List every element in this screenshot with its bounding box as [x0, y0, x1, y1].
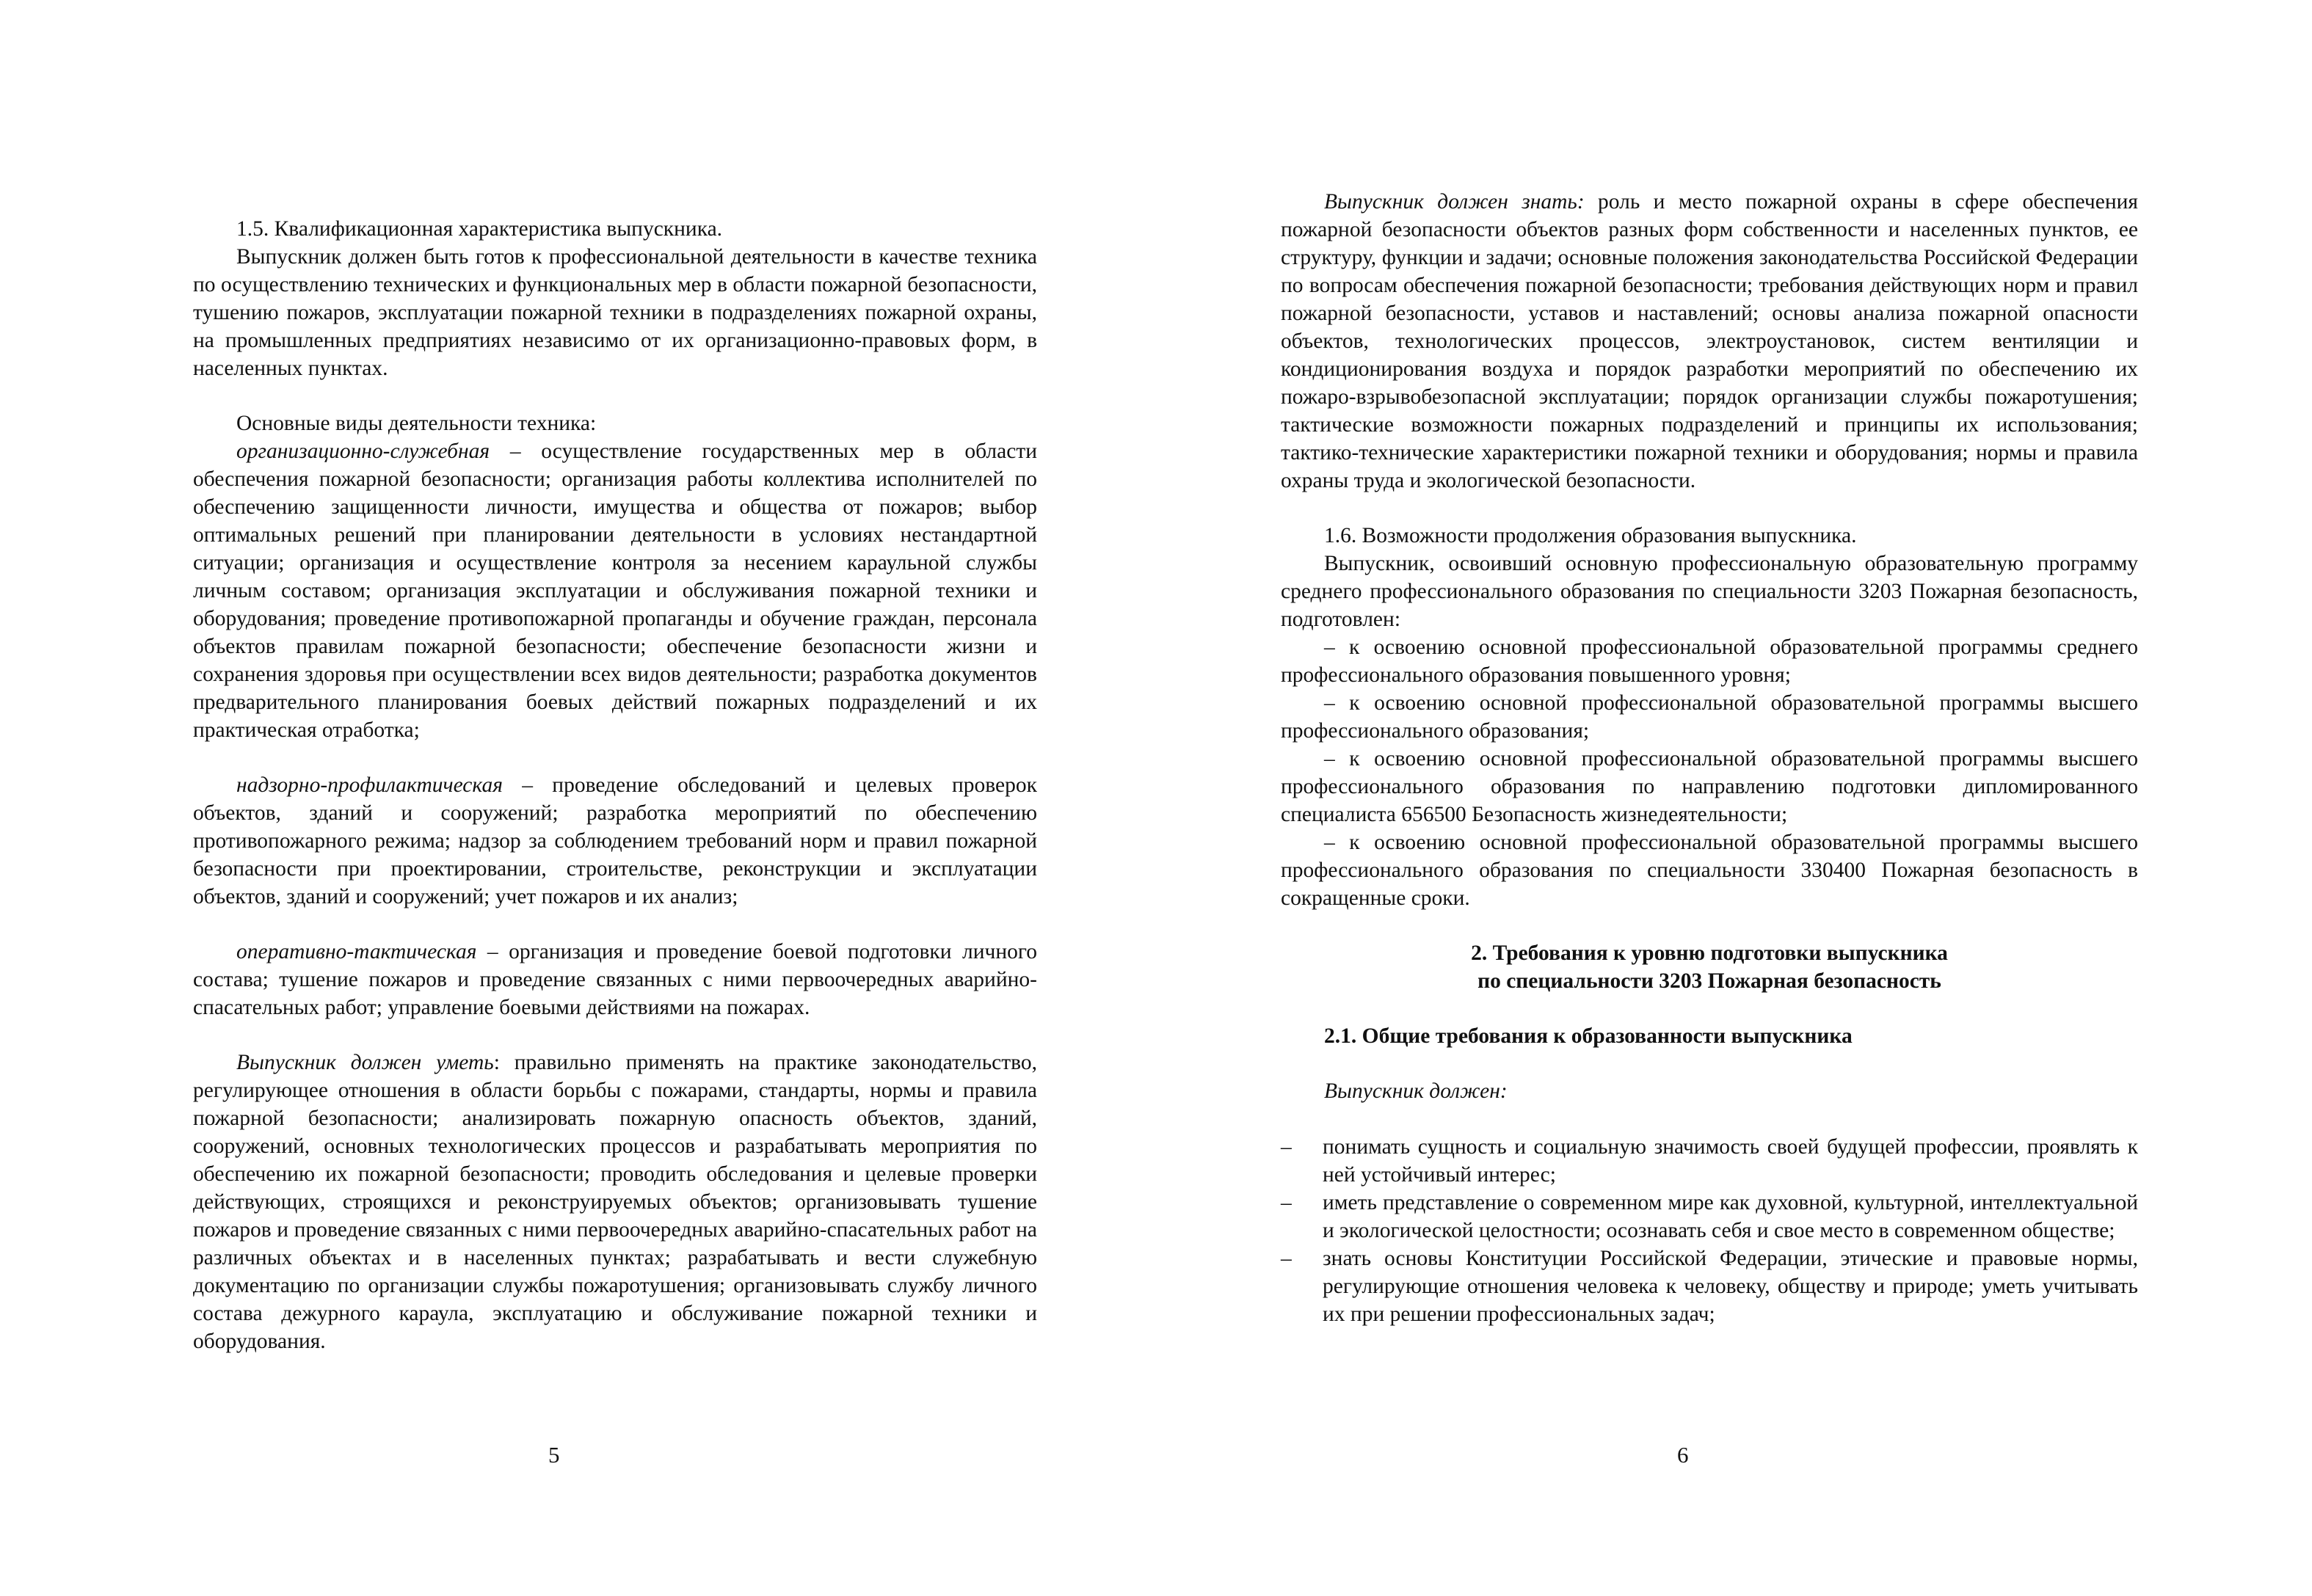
section-1-5-heading: 1.5. Квалификационная характеристика выпускника. [236, 217, 723, 241]
activity-type-operational [193, 938, 1037, 1021]
requirement-item [1281, 1245, 2138, 1328]
page-number-right: 6 [1677, 1442, 1689, 1468]
text-supervisory: – проведение обследований и целевых проверок объектов, зданий и сооружений; разработка мероприятий по обеспечению противопожарного режима; надзор за соблюдением требований норм и правил пожарной безопасности при проектировании, строительстве, реконструкции и эксплуатации объектов, зданий и сооружений; учет пожаров и их анализ; [193, 773, 1037, 908]
requirement-item [1281, 1133, 2138, 1189]
continuation-item: – к освоению основной профессиональной образовательной программы высшего профессионального образования; [1281, 691, 2138, 743]
right-page [1156, 0, 2312, 1596]
term-knowledge: Выпускник должен знать: [1324, 190, 1585, 214]
term-supervisory: надзорно-профилактическая [236, 773, 503, 797]
requirement-text: иметь представление о современном мире как духовной, культурной, интеллектуальной и экологической целостности; осознавать себя и свое место в современном обществе; [1323, 1191, 2138, 1242]
text-skills: : правильно применять на практике законодательство, регулирующее отношения в области борьбы с пожарами, стандарты, нормы и правила пожарной безопасности; анализировать пожарную опасность объектов, зданий, сооружений, основных технологических процессов и разрабатывать мероприятия по обеспечению их пожарной безопасности; проводить обследования и целевые проверки действующих, строящихся и реконструируемых объектов; организовывать тушение пожаров и проведение связанных с ними первоочередных аварийно-спасательных работ на различных объектах и в населенных пунктах; разрабатывать и вести служебную документацию по организации службы пожаротушения; организовывать службу личного состава дежурного караула, эксплуатацию и обслуживание пожарной техники и оборудования. [193, 1051, 1037, 1353]
continuation-item: – к освоению основной профессиональной образовательной программы высшего профессионального образования по специальности 330400 Пожарная безопасность в сокращенные сроки. [1281, 831, 2138, 910]
right-page-text [1281, 188, 2138, 1328]
must-label: Выпускник должен: [1324, 1079, 1508, 1103]
activity-type-organizational [193, 437, 1037, 744]
dash-marker: – [1281, 1247, 1292, 1270]
skills-paragraph [193, 1049, 1037, 1355]
term-skills: Выпускник должен уметь [236, 1051, 494, 1074]
dash-marker: – [1281, 1135, 1292, 1159]
knowledge-paragraph [1281, 188, 2138, 495]
requirement-item [1281, 1189, 2138, 1245]
dash-marker: – [1281, 1191, 1292, 1214]
section-1-6-heading: 1.6. Возможности продолжения образования выпускника. [1324, 524, 1857, 547]
section-2-1-heading: 2.1. Общие требования к образованности выпускника [1324, 1024, 1853, 1048]
text-organizational: – осуществление государственных мер в области обеспечения пожарной безопасности; организация работы коллектива исполнителей по обеспечению защищенности личности, имущества и общества от пожаров; выбор оптимальных решений при планировании деятельности в условиях нестандартной ситуации; организация и осуществление контроля за несением караульной службы личным составом; организация эксплуатации и обслуживания пожарной техники и оборудования; проведение противопожарной пропаганды и обучение граждан, персонала объектов правилам пожарной безопасности; обеспечение безопасности жизни и сохранения здоровья при осуществлении всех видов деятельности; разработка документов предварительного планирования боевых действий пожарных подразделений и их практическая отработка; [193, 440, 1037, 742]
activity-type-supervisory [193, 771, 1037, 911]
section-2-heading-line1: 2. Требования к уровню подготовки выпускника [1471, 941, 1948, 965]
section-2-heading-line2: по специальности 3203 Пожарная безопасность [1477, 969, 1941, 993]
requirement-text: понимать сущность и социальную значимость своей будущей профессии, проявлять к ней устойчивый интерес; [1323, 1135, 2138, 1187]
activity-types-heading: Основные виды деятельности техника: [236, 412, 597, 435]
text-knowledge: роль и место пожарной охраны в сфере обеспечения пожарной безопасности объектов разных форм собственности и населенных пунктов, ее структуру, функции и задачи; основные положения законодательства Российской Федерации по вопросам обеспечения пожарной безопасности; требования действующих норм и правил пожарной безопасности, уставов и наставлений; основы анализа пожарной опасности объектов, технологических процессов, электроустановок, систем вентиляции и кондиционирования воздуха и порядок разработки мероприятий по обеспечению их пожаро-взрывобезопасной эксплуатации; порядок организации службы пожаротушения; тактические возможности пожарных подразделений и принципы их использования; тактико-технические характеристики пожарной техники и оборудования; нормы и правила охраны труда и экологической безопасности. [1281, 190, 2138, 492]
continuation-intro: Выпускник, освоивший основную профессиональную образовательную программу среднего профессионального образования по специальности 3203 Пожарная безопасность, подготовлен: [1281, 552, 2138, 631]
term-organizational: организационно-служебная [236, 440, 490, 463]
text-operational: – организация и проведение боевой подготовки личного состава; тушение пожаров и проведение связанных с ними первоочередных аварийно-спасательных работ; управление боевыми действиями на пожарах. [193, 940, 1037, 1019]
requirement-text: знать основы Конституции Российской Федерации, этические и правовые нормы, регулирующие отношения человека к человеку, обществу и природе; уметь учитывать их при решении профессиональных задач; [1323, 1247, 2138, 1326]
qualification-paragraph: Выпускник должен быть готов к профессиональной деятельности в качестве техника по осуществлению технических и функциональных мер в области пожарной безопасности, тушению пожаров, эксплуатации пожарной техники в подразделениях пожарной охраны, на промышленных предприятиях независимо от их организационно-правовых форм, в населенных пунктах. [193, 245, 1037, 380]
left-page-text [193, 215, 1037, 1355]
continuation-item: – к освоению основной профессиональной образовательной программы высшего профессионального образования по направлению подготовки дипломированного специалиста 656500 Безопасность жизнедеятельности; [1281, 747, 2138, 826]
continuation-item: – к освоению основной профессиональной образовательной программы среднего профессионального образования повышенного уровня; [1281, 635, 2138, 687]
page-number-left: 5 [548, 1442, 560, 1468]
term-operational: оперативно-тактическая [236, 940, 477, 963]
